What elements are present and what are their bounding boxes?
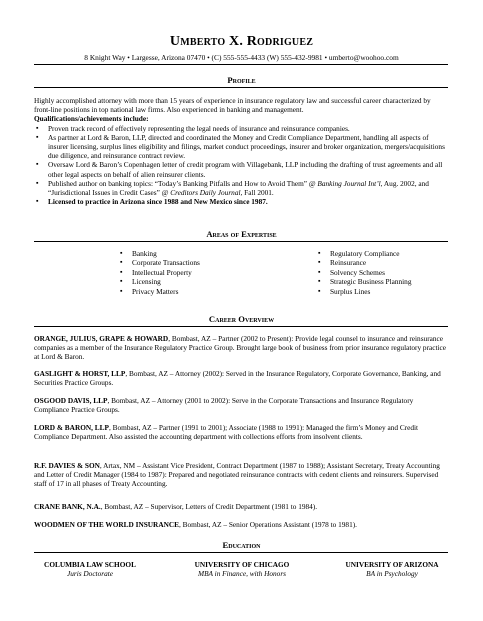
qualification-item: ▪ Oversaw Lord & Baron’s Copenhagen letter of credit program with Villagebank, LLP including the drafting of trust agreements and all other legal aspects on behalf of alien reinsurer clients. — [34, 160, 448, 178]
career-description: , Artax, NM – Assistant Vice President, Contract Department (1987 to 1988); Assistant Secretary, Treaty Accounting and Letter of Credit Manager (1984 to 1987): Prepared and negotiated reinsurance contracts with cedent clients and reinsurers. Supervised staff of 17 in all phases of Treaty Accounting. — [34, 461, 440, 489]
career-rule — [34, 326, 448, 327]
profile-rule — [34, 87, 448, 88]
firm-name: CRANE BANK, N.A. — [34, 502, 101, 511]
career-description: , Bombast, AZ – Supervisor, Letters of Credit Department (1981 to 1984). — [100, 502, 318, 511]
education-heading: Education — [222, 540, 261, 550]
education-entry — [172, 560, 312, 579]
qualification-item: ▪ As partner at Lord & Baron, LLP, directed and coordinated the Money and Credit Compliance Department, handling all aspects of insurer licensing, surplus lines eligibility and filings, market conduct proceedings, insurer and broker organization, mergers/acquisitions due diligence, and reinsurance contract review. — [34, 133, 448, 161]
career-entry — [34, 396, 448, 414]
profile-summary: Highly accomplished attorney with more than 15 years of experience in insurance regulatory law and successful career characterized by front-line positions in top national law firms. Also experienced in banking and management. — [34, 96, 431, 115]
career-description: , Bombast, AZ – Senior Operations Assistant (1978 to 1981). — [179, 520, 357, 529]
education-rule — [34, 552, 448, 553]
expertise-rule — [34, 241, 448, 242]
career-entry — [34, 369, 448, 387]
career-entry — [34, 334, 448, 362]
qualifications-label: Qualifications/achievements include: — [34, 114, 149, 124]
degree: MBA in Finance, with Honors — [197, 569, 287, 579]
qualification-item: ▪ Proven track record of effectively representing the legal needs of insurance and reinsurance companies. — [34, 124, 448, 133]
career-description: , Bombast, AZ – Partner (2002 to Present): Provide legal counsel to insurance and reinsurance companies as a member of the Insurance Regulatory Practice Group. Brought large book of business from prior insurance regulatory practice at Lord & Baron. — [34, 334, 447, 362]
expertise-right-column — [316, 249, 456, 296]
career-description: , Bombast, AZ – Partner (1991 to 2001); Associate (1988 to 1991): Managed the firm’s Money and Credit Compliance Department. Also assisted the accounting department with collections efforts from insolvent clients. — [34, 423, 419, 442]
career-entry — [34, 423, 448, 441]
firm-name: WOODMEN OF THE WORLD INSURANCE — [34, 520, 180, 529]
expertise-heading: Areas of Expertise — [206, 229, 277, 239]
education-entry — [322, 560, 462, 579]
firm-name: ORANGE, JULIUS, GRAPE & HOWARD — [34, 334, 169, 343]
qualifications-list — [34, 124, 448, 207]
career-description: , Bombast, AZ – Attorney (2002): Served in the Insurance Regulatory, Corporate Governance, Banking, and Securities Practice Groups. — [34, 369, 441, 388]
career-description: , Bombast, AZ – Attorney (2001 to 2002): Serve in the Corporate Transactions and Insurance Regulatory Compliance Practice Groups. — [34, 396, 414, 415]
journal-title-1: Banking Journal Int’l, — [317, 178, 383, 188]
career-entry — [34, 461, 448, 489]
school-name: COLUMBIA LAW SCHOOL — [44, 560, 136, 569]
degree: Juris Doctorate — [66, 569, 113, 579]
expertise-item: ▪ Solvency Schemes — [316, 268, 456, 277]
published-item — [34, 179, 448, 197]
published-middle: Aug. 2002, and “Jurisdictional Issues in Credit Cases” @ — [48, 178, 429, 198]
expertise-item: ▪ Reinsurance — [316, 258, 456, 267]
header-divider — [34, 64, 448, 65]
published-lead: Published author on banking topics: “Today’s Banking Pitfalls and How to Avoid Them” @ — [48, 178, 318, 188]
firm-name: LORD & BARON, LLP — [34, 423, 109, 432]
education-entry — [20, 560, 160, 579]
degree: BA in Psychology — [366, 569, 418, 579]
expertise-item: ▪ Banking — [118, 249, 278, 258]
career-heading: Career Overview — [208, 314, 275, 324]
firm-name: OSGOOD DAVIS, LLP — [34, 396, 108, 405]
expertise-item: ▪ Licensing — [118, 277, 278, 286]
expertise-left-column — [118, 249, 278, 296]
school-name: UNIVERSITY OF CHICAGO — [194, 560, 290, 569]
profile-section — [34, 96, 448, 206]
contact-line: 8 Knight Way • Largesse, Arizona 07470 • (C) 555-555-4433 (W) 555-432-9981 • umberto@woohoo.com — [84, 53, 399, 62]
expertise-item: ▪ Regulatory Compliance — [316, 249, 456, 258]
expertise-item: ▪ Surplus Lines — [316, 287, 456, 296]
journal-title-2: Creditors Daily Journal, — [170, 188, 243, 198]
profile-heading: Profile — [227, 75, 256, 85]
licensed-item: ▪ Licensed to practice in Arizona since 1988 and New Mexico since 1987. — [34, 197, 448, 206]
firm-name: R.F. DAVIES & SON — [34, 461, 100, 470]
published-tail: Fall 2001. — [242, 188, 274, 198]
expertise-item: ▪ Intellectual Property — [118, 268, 278, 277]
career-entry — [34, 502, 448, 511]
expertise-item: ▪ Corporate Transactions — [118, 258, 278, 267]
expertise-item: ▪ Strategic Business Planning — [316, 277, 456, 286]
school-name: UNIVERSITY OF ARIZONA — [345, 560, 439, 569]
firm-name: GASLIGHT & HORST, LLP — [34, 369, 126, 378]
expertise-item: ▪ Privacy Matters — [118, 287, 278, 296]
career-entry — [34, 520, 448, 529]
candidate-name: Umberto X. Rodriguez — [169, 34, 314, 49]
